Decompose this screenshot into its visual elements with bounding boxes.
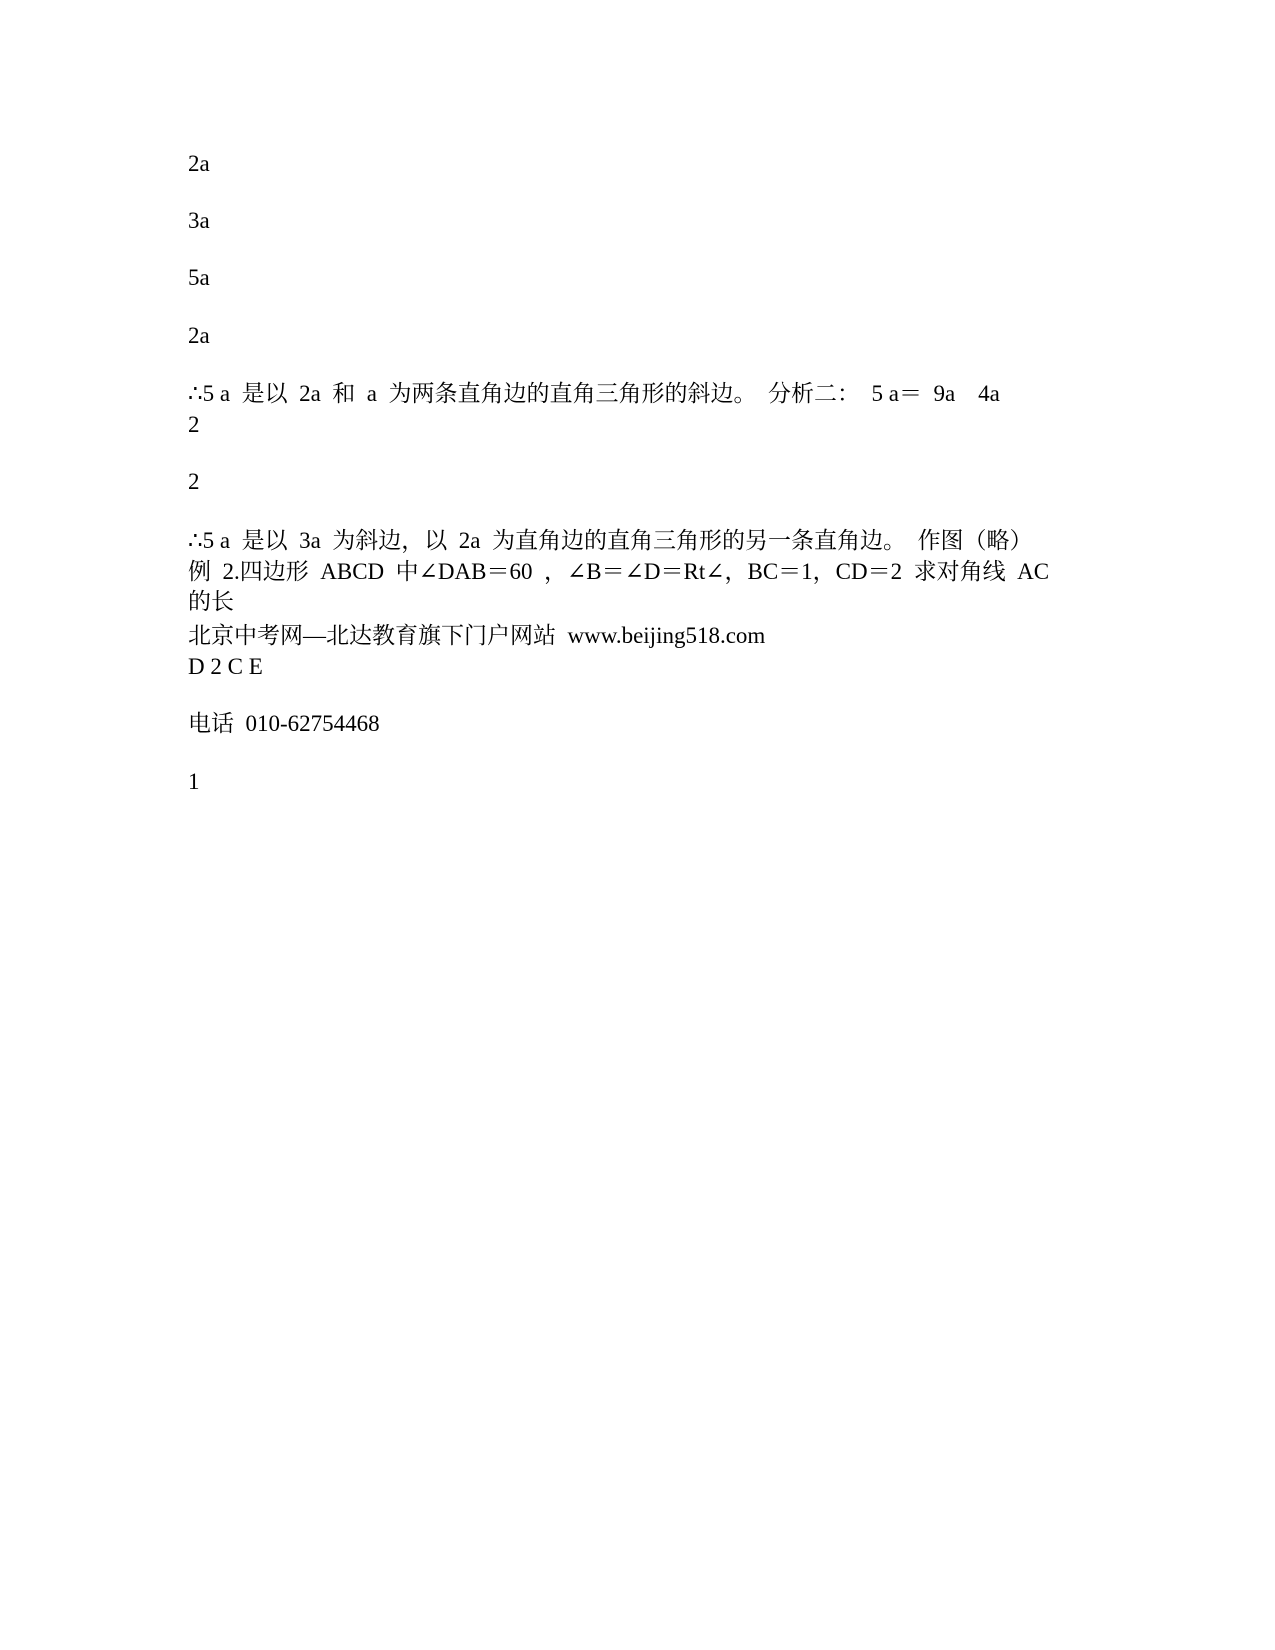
conclusion-line-1: ∴5 a 是以 2a 和 a 为两条直角边的直角三角形的斜边。 分析二： 5 a＝ 9a 4a <box>188 381 1000 406</box>
exponent-2-second: 2 <box>188 469 200 494</box>
site-footer-text: 北京中考网—北达教育旗下门户网站 www.beijing518.com <box>188 623 766 648</box>
phone-number: 电话 010-62754468 <box>188 711 380 736</box>
conclusion-line-2: ∴5 a 是以 3a 为斜边，以 2a 为直角边的直角三角形的另一条直角边。 作图（略） <box>188 528 1033 553</box>
expression-5a: 5a <box>188 265 210 290</box>
expression-2a-second: 2a <box>188 323 210 348</box>
example-2-statement-cont: 的长 <box>188 589 234 614</box>
exponent-2-first: 2 <box>188 412 200 437</box>
expression-3a: 3a <box>188 208 210 233</box>
page-number: 1 <box>188 769 200 794</box>
example-2-statement: 例 2.四边形 ABCD 中∠DAB＝60 ，∠B＝∠D＝Rt∠，BC＝1，CD＝2 求对角线 AC <box>188 559 1050 584</box>
expression-2a: 2a <box>188 151 210 176</box>
figure-labels: D 2 C E <box>188 654 263 679</box>
